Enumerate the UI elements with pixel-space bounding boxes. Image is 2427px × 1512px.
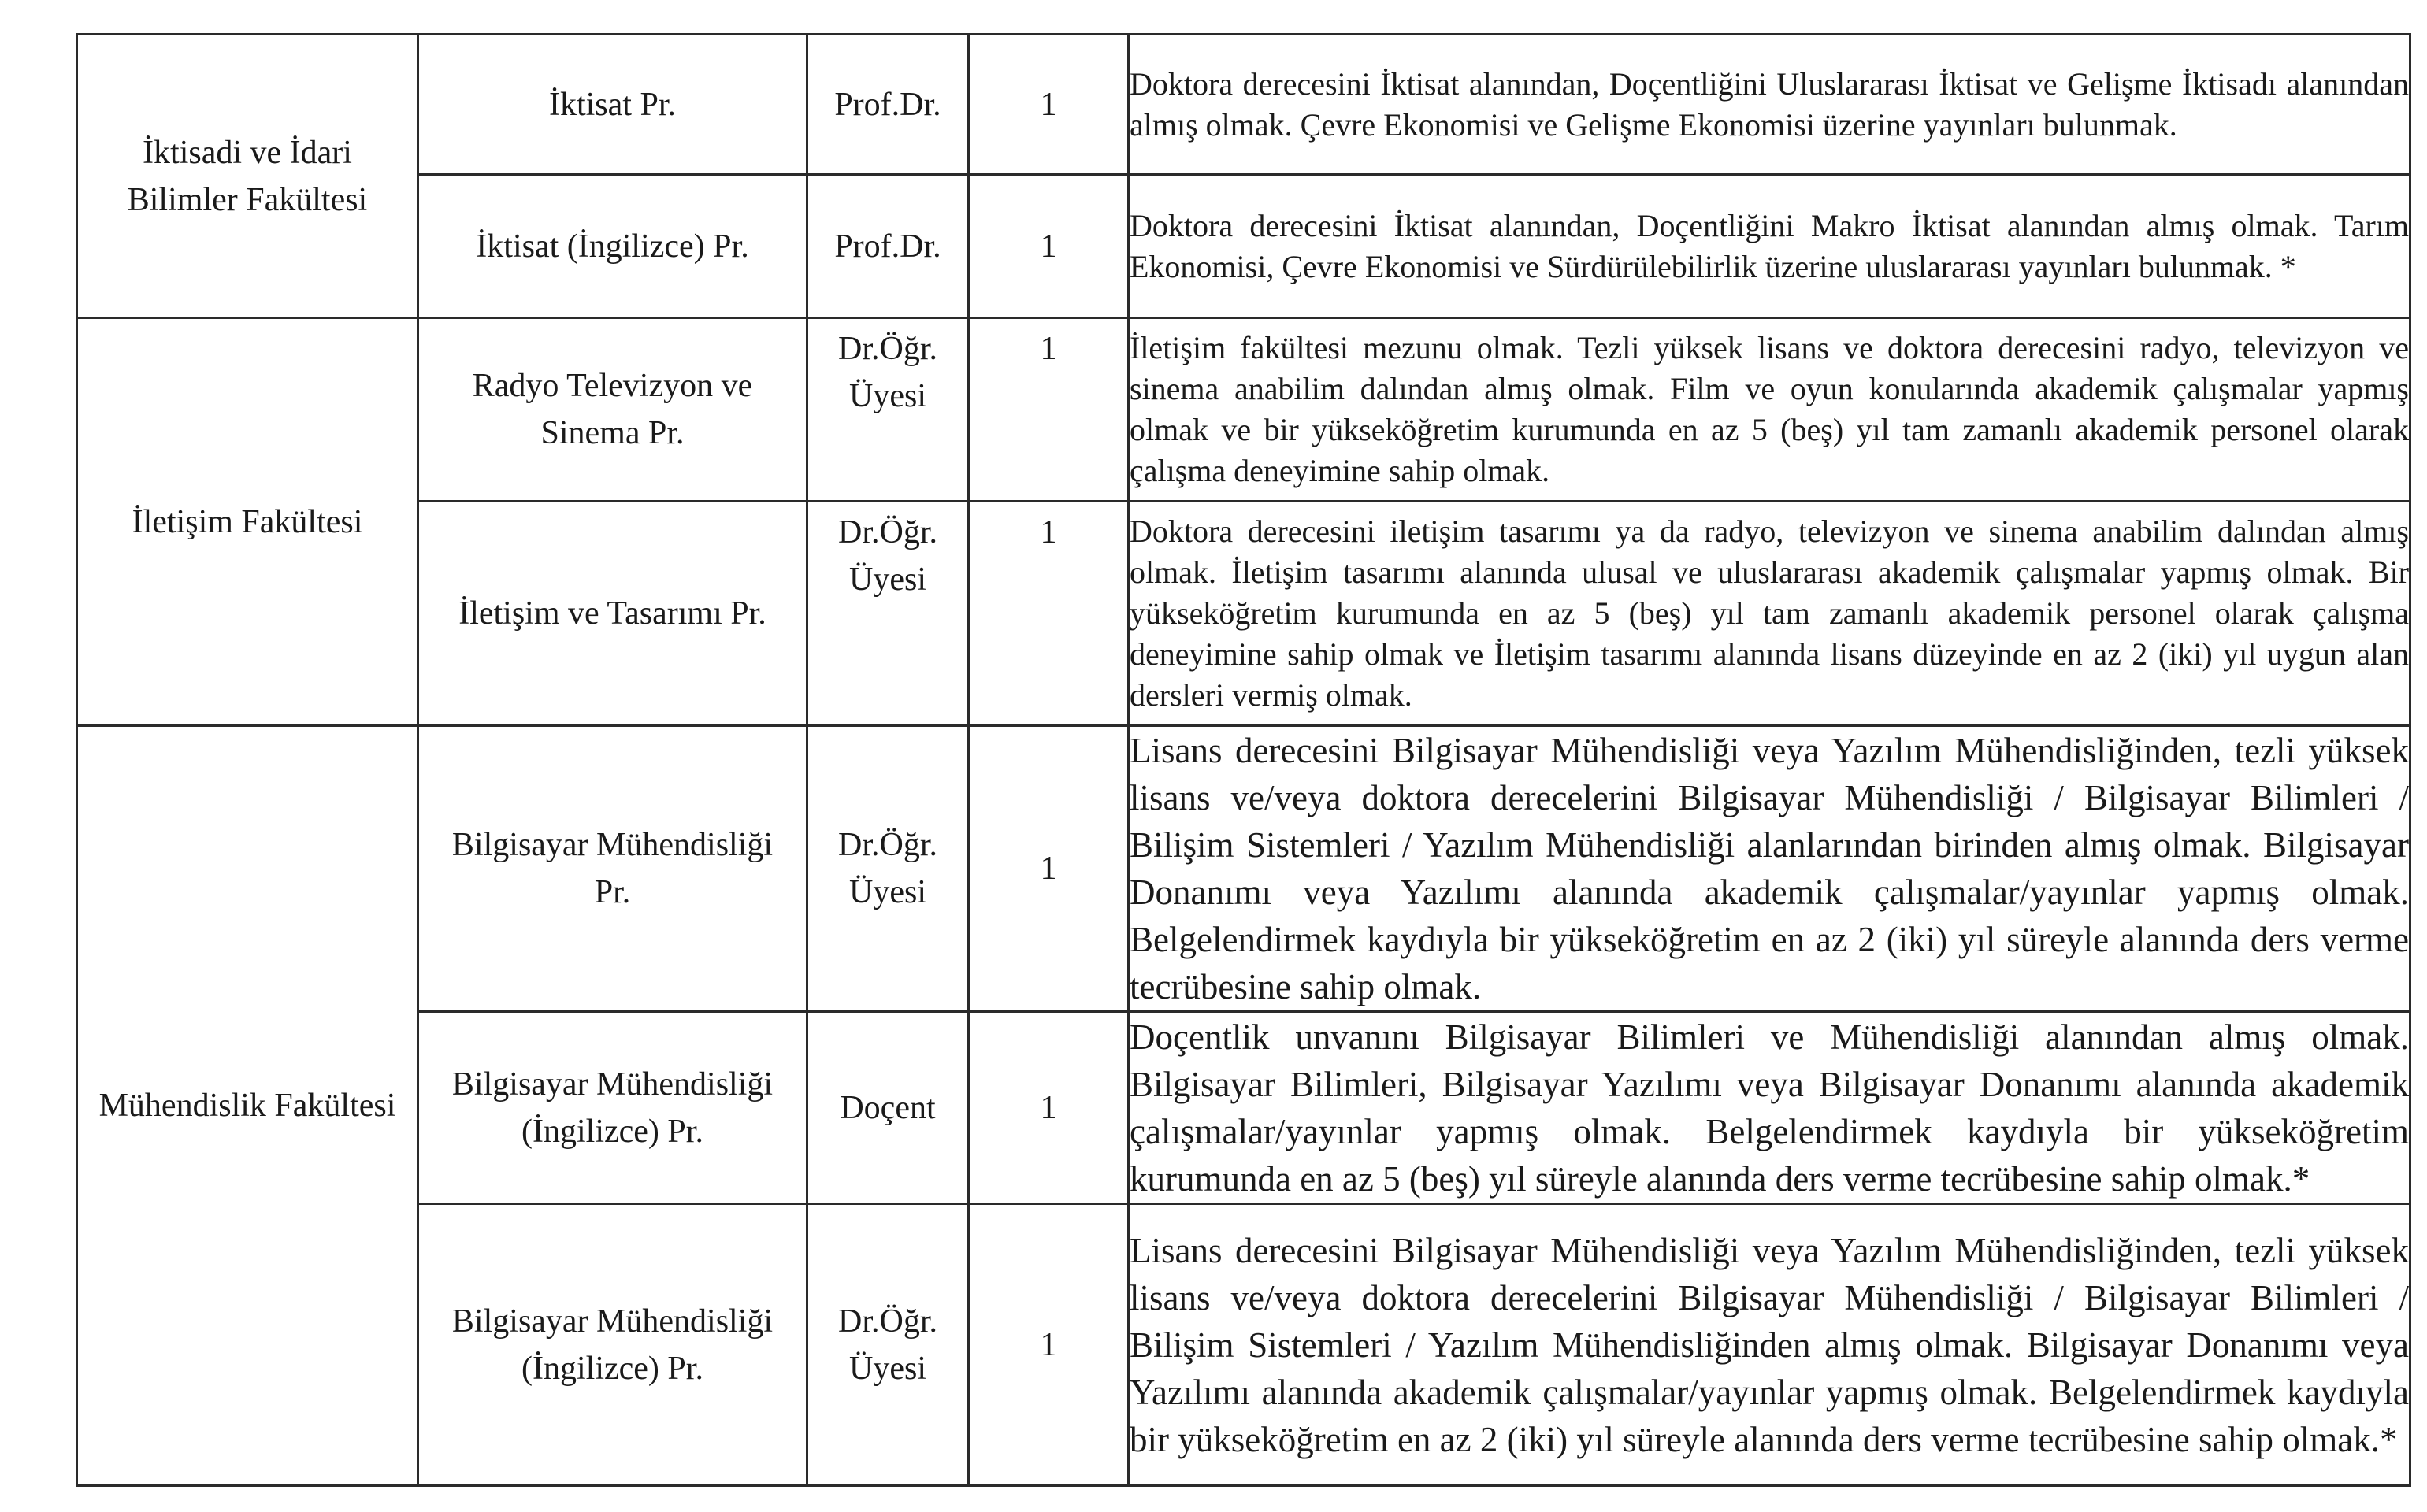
program-name-line: Bilgisayar Mühendisliği bbox=[451, 827, 774, 863]
faculty-name-line: İletişim Fakültesi bbox=[132, 503, 363, 540]
position-count-cell: 1 bbox=[969, 1204, 1129, 1486]
program-name-line: Pr. bbox=[594, 874, 631, 910]
requirements-cell: Lisans derecesini Bilgisayar Mühendisliği veya Yazılım Mühendisliğinden, tezli yüksek lisans ve/veya doktora derecelerini Bilgisayar Mühendisliği / Bilgisayar Bilimleri / Bilişim Sistemleri / Yazılım Mühendisliğinden almış olmak. Bilgisayar Donanımı veya Yazılımı alanında akademik çalışmalar/yayınlar yapmış olmak. Belgelendirmek kaydıyla bir yükseköğretim en az 2 (iki) yıl süreyle alanında ders verme tecrübesine sahip olmak.* bbox=[1129, 1204, 2410, 1486]
academic-title-line: Dr.Öğr. bbox=[838, 1303, 937, 1340]
academic-title-cell bbox=[807, 35, 969, 175]
faculty-name-line: İktisadi ve İdari bbox=[143, 134, 352, 171]
positions-table bbox=[76, 33, 2411, 1487]
position-count-cell: 1 bbox=[969, 1012, 1129, 1204]
table-row bbox=[77, 318, 2410, 502]
requirements-cell: Doktora derecesini İktisat alanından, Doçentliğini Uluslararası İktisat ve Gelişme İktisadı alanından almış olmak. Çevre Ekonomisi ve Gelişme Ekonomisi üzerine yayınları bulunmak. bbox=[1129, 35, 2410, 175]
academic-title-line: Üyesi bbox=[849, 378, 926, 414]
academic-title-line: Prof.Dr. bbox=[834, 228, 941, 265]
program-name-line: Radyo Televizyon ve bbox=[472, 368, 753, 404]
program-cell bbox=[418, 175, 807, 318]
requirements-cell: İletişim fakültesi mezunu olmak. Tezli yüksek lisans ve doktora derecesini radyo, televizyon ve sinema anabilim dalından almış olmak. Film ve oyun konularında akademik çalışmalar yapmış olmak ve bir yükseköğretim kurumunda en az 5 (beş) yıl tam zamanlı akademik personel olarak çalışma deneyimine sahip olmak. bbox=[1129, 318, 2410, 502]
academic-title-cell bbox=[807, 175, 969, 318]
requirements-cell: Lisans derecesini Bilgisayar Mühendisliği veya Yazılım Mühendisliğinden, tezli yüksek lisans ve/veya doktora derecelerini Bilgisayar Mühendisliği / Bilgisayar Bilimleri / Bilişim Sistemleri / Yazılım Mühendisliği alanlarından birinden almış olmak. Bilgisayar Donanımı veya Yazılımı alanında akademik çalışmalar/yayınlar yapmış olmak. Belgelendirmek kaydıyla bir yükseköğretim en az 2 (iki) yıl süreyle alanında ders verme tecrübesine sahip olmak. bbox=[1129, 726, 2410, 1012]
faculty-name-line: Mühendislik Fakültesi bbox=[98, 1088, 396, 1124]
program-name-line: Bilgisayar Mühendisliği bbox=[451, 1303, 774, 1340]
program-name-line: (İngilizce) Pr. bbox=[521, 1350, 703, 1387]
academic-title-cell bbox=[807, 726, 969, 1012]
program-cell bbox=[418, 1012, 807, 1204]
table-row bbox=[77, 175, 2410, 318]
academic-title-line: Doçent bbox=[840, 1089, 936, 1126]
requirements-cell: Doçentlik unvanını Bilgisayar Bilimleri ve Mühendisliği alanından almış olmak. Bilgisayar Bilimleri, Bilgisayar Yazılımı veya Bilgisayar Donanımı alanında akademik çalışmalar/yayınlar yapmış olmak. Belgelendirmek kaydıyla bir yükseköğretim kurumunda en az 5 (beş) yıl süreyle alanında ders verme tecrübesine sahip olmak.* bbox=[1129, 1012, 2410, 1204]
academic-title-line: Dr.Öğr. bbox=[838, 827, 937, 863]
academic-title-line: Üyesi bbox=[849, 561, 926, 598]
program-name-line: İktisat Pr. bbox=[548, 86, 676, 123]
table-row bbox=[77, 1204, 2410, 1486]
academic-title-cell bbox=[807, 318, 969, 502]
program-cell bbox=[418, 502, 807, 726]
position-count-cell: 1 bbox=[969, 502, 1129, 726]
program-name-line: Sinema Pr. bbox=[540, 415, 685, 451]
academic-title-line: Üyesi bbox=[849, 874, 926, 910]
academic-title-line: Prof.Dr. bbox=[834, 86, 941, 123]
faculty-name-line: Bilimler Fakültesi bbox=[127, 181, 368, 218]
faculty-cell bbox=[77, 35, 418, 318]
requirements-cell: Doktora derecesini iletişim tasarımı ya da radyo, televizyon ve sinema anabilim dalından almış olmak. İletişim tasarımı alanında ulusal ve uluslararası akademik çalışmalar yapmış olmak. Bir yükseköğretim kurumunda en az 5 (beş) yıl tam zamanlı akademik personel olarak çalışma deneyimine sahip olmak ve İletişim tasarımı alanında lisans düzeyinde en az 2 (iki) yıl uygun alan dersleri vermiş olmak. bbox=[1129, 502, 2410, 726]
requirements-cell: Doktora derecesini İktisat alanından, Doçentliğini Makro İktisat alanından almış olmak. Tarım Ekonomisi, Çevre Ekonomisi ve Sürdürülebilirlik üzerine uluslararası yayınları bulunmak. * bbox=[1129, 175, 2410, 318]
table-row bbox=[77, 1012, 2410, 1204]
position-count-cell: 1 bbox=[969, 726, 1129, 1012]
faculty-cell bbox=[77, 318, 418, 726]
table-row bbox=[77, 35, 2410, 175]
academic-title-line: Dr.Öğr. bbox=[838, 514, 937, 550]
faculty-cell bbox=[77, 726, 418, 1486]
academic-title-line: Dr.Öğr. bbox=[838, 331, 937, 367]
position-count-cell: 1 bbox=[969, 35, 1129, 175]
program-cell bbox=[418, 726, 807, 1012]
program-name-line: İletişim ve Tasarımı Pr. bbox=[458, 595, 766, 632]
program-name-line: İktisat (İngilizce) Pr. bbox=[476, 228, 749, 265]
table-row bbox=[77, 726, 2410, 1012]
position-count-cell: 1 bbox=[969, 175, 1129, 318]
program-name-line: Bilgisayar Mühendisliği bbox=[451, 1065, 774, 1102]
table-row bbox=[77, 502, 2410, 726]
academic-title-cell bbox=[807, 1204, 969, 1486]
program-cell bbox=[418, 35, 807, 175]
program-name-line: (İngilizce) Pr. bbox=[521, 1113, 703, 1150]
program-cell bbox=[418, 318, 807, 502]
program-cell bbox=[418, 1204, 807, 1486]
academic-title-line: Üyesi bbox=[849, 1350, 926, 1387]
academic-title-cell bbox=[807, 502, 969, 726]
academic-title-cell bbox=[807, 1012, 969, 1204]
position-count-cell: 1 bbox=[969, 318, 1129, 502]
